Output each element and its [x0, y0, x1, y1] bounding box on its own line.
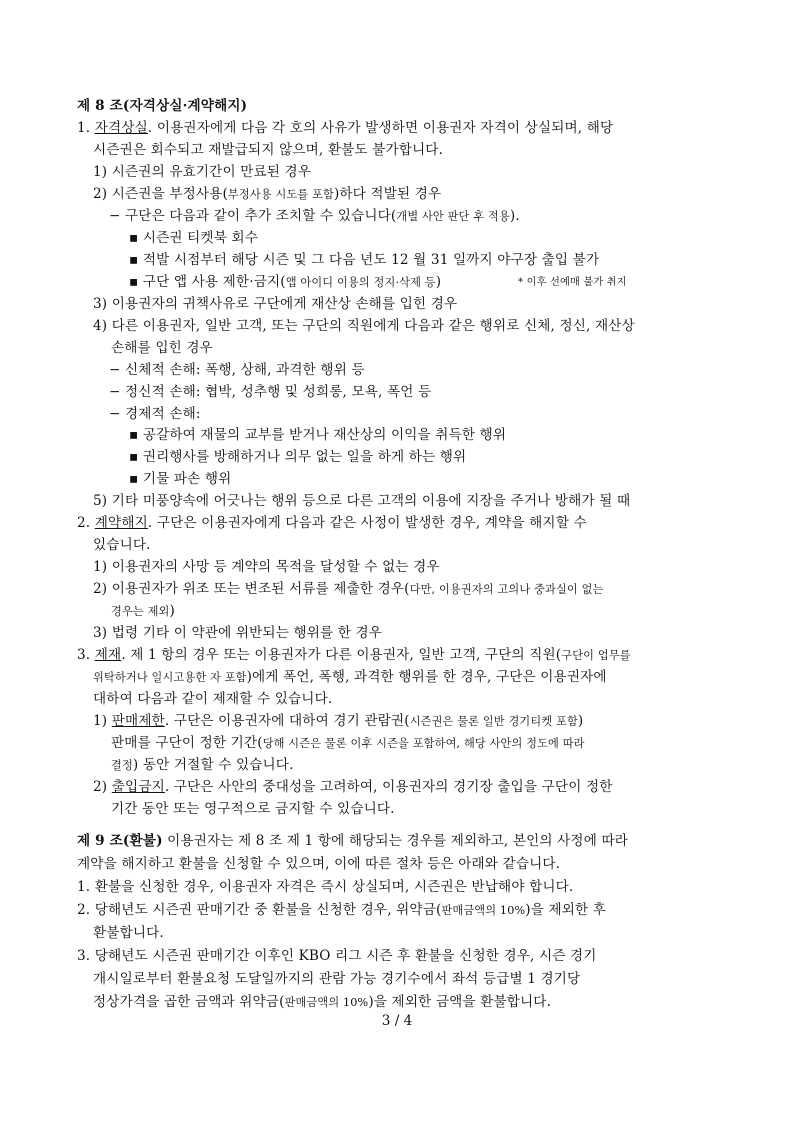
article-9-title: 제 9 조(환불)	[77, 833, 163, 849]
article-8-item-2-cont: 있습니다.	[93, 537, 151, 554]
economic-bullet-1: ▪ 공갈하여 재물의 교부를 받거나 재산상의 이익을 취득한 행위	[129, 427, 507, 444]
bullet-1: ▪ 시즌권 티켓북 회수	[129, 229, 259, 246]
dash-mental: − 정신적 손해: 협박, 성추행 및 성희롱, 모욕, 폭언 등	[109, 383, 432, 400]
refund-item-2-cont: 환불합니다.	[93, 925, 164, 941]
refund-item-3: 3. 당해년도 시즌권 판매기간 이후인 KBO 리그 시즌 후 환불을 신청한 경우, 시즌 경기	[77, 948, 597, 964]
item-2-sub-3: 3) 법령 기타 이 약관에 위반되는 행위를 한 경우	[93, 625, 383, 642]
sub-2: 2) 시즌권을 부정사용(부정사용 시도를 포함)하다 적발된 경우	[93, 185, 442, 202]
sub-1: 1) 시즌권의 유효기간이 만료된 경우	[93, 163, 312, 180]
sub-5: 5) 기타 미풍양속에 어긋나는 행위 등으로 다른 고객의 이용에 지장을 주거나 방해가 될 때	[93, 493, 631, 510]
article-8-item-3-line-3: 대하여 다음과 같이 제재할 수 있습니다.	[93, 691, 333, 708]
item-2-sub-2: 2) 이용권자가 위조 또는 변조된 서류를 제출한 경우(다만, 이용권자의 고의나 중과실이 없는	[93, 581, 604, 598]
item-2-sub-2-cont: 경우는 제외)	[111, 603, 175, 620]
term-qualification-loss: 자격상실	[94, 119, 148, 136]
sanction-sub-1: 1) 판매제한. 구단은 이용권자에 대하여 경기 관람권(시즌권은 물론 일반 경기티켓 포함)	[93, 713, 584, 730]
article-8-item-3-line-2: 위탁하거나 일시고용한 자 포함)에게 폭언, 폭행, 과격한 행위를 한 경우, 구단은 이용권자에	[93, 669, 607, 686]
sub-4-cont: 손해를 입힌 경우	[111, 339, 213, 356]
bullet-2: ▪ 적발 시점부터 해당 시즌 및 그 다음 년도 12 월 31 일까지 야구장 출입 불가	[129, 251, 600, 268]
sanction-sub-2-line-2: 기간 동안 또는 영구적으로 금지할 수 있습니다.	[111, 800, 395, 817]
sub-2-dash: − 구단은 다음과 같이 추가 조치할 수 있습니다(개별 사안 판단 후 적용).	[109, 207, 520, 224]
refund-item-1: 1. 환불을 신청한 경우, 이용권자 자격은 즉시 상실되며, 시즌권은 반납해야 합니다.	[77, 879, 574, 895]
bullet-3: ▪ 구단 앱 사용 제한·금지(앱 아이디 이용의 정지·삭제 등)	[129, 273, 442, 290]
article-8-item-1-cont: 시즌권은 회수되고 재발급되지 않으며, 환불도 불가합니다.	[93, 141, 444, 158]
economic-bullet-3: ▪ 기물 파손 행위	[129, 471, 232, 488]
sub-3: 3) 이용권자의 귀책사유로 구단에게 재산상 손해를 입힌 경우	[93, 295, 458, 312]
page-number: 3 / 4	[381, 1013, 413, 1029]
article-9-intro: 제 9 조(환불) 이용권자는 제 8 조 제 1 항에 해당되는 경우를 제외하고, 본인의 사정에 따라	[77, 833, 629, 849]
term-entry-ban: 출입금지	[111, 778, 165, 795]
bullet-3-note: * 이후 선예매 불가 취지	[518, 276, 627, 288]
article-8-item-3: 3. 제재. 제 1 항의 경우 또는 이용권자가 다른 이용권자, 일반 고객, 구단의 직원(구단이 업무를	[77, 647, 631, 664]
article-8-item-1: 1. 자격상실. 이용권자에게 다음 각 호의 사유가 발생하면 이용권자 자격이 상실되며, 해당	[77, 119, 614, 136]
article-8-item-2: 2. 계약해지. 구단은 이용권자에게 다음과 같은 사정이 발생한 경우, 계약을 해지할 수	[77, 515, 587, 532]
dash-physical: − 신체적 손해: 폭행, 상해, 과격한 행위 등	[109, 361, 365, 378]
item-2-sub-1: 1) 이용권자의 사망 등 계약의 목적을 달성할 수 없는 경우	[93, 559, 440, 576]
term-sales-restriction: 판매제한	[111, 713, 165, 730]
article-8-title: 제 8 조(자격상실·계약해지)	[77, 98, 248, 114]
refund-item-3-line-2: 개시일로부터 환불요청 도달일까지의 관람 가능 경기수에서 좌석 등급별 1 경기당	[93, 971, 581, 987]
sanction-sub-1-line-2: 판매를 구단이 정한 기간(당해 시즌은 물론 이후 시즌을 포함하여, 해당 사안의 정도에 따라	[111, 734, 585, 751]
sanction-sub-1-line-3: 결정) 동안 거절할 수 있습니다.	[111, 756, 294, 773]
economic-bullet-2: ▪ 권리행사를 방해하거나 의무 없는 일을 하게 하는 행위	[129, 449, 467, 466]
dash-economic: − 경제적 손해:	[109, 405, 201, 422]
article-9-intro-line-2: 계약을 해지하고 환불을 신청할 수 있으며, 이에 따른 절차 등은 아래와 같습니다.	[77, 856, 561, 872]
sanction-sub-2: 2) 출입금지. 구단은 사안의 중대성을 고려하여, 이용권자의 경기장 출입을 구단이 정한	[93, 778, 613, 795]
refund-item-3-line-3: 정상가격을 곱한 금액과 위약금(판매금액의 10%)을 제외한 금액을 환불합니다.	[93, 994, 552, 1010]
sub-4: 4) 다른 이용권자, 일반 고객, 또는 구단의 직원에게 다음과 같은 행위로 신체, 정신, 재산상	[93, 317, 635, 334]
refund-item-2: 2. 당해년도 시즌권 판매기간 중 환불을 신청한 경우, 위약금(판매금액의 10%)을 제외한 후	[77, 902, 607, 918]
term-contract-termination: 계약해지	[94, 515, 148, 532]
term-sanction: 제재	[94, 647, 122, 664]
